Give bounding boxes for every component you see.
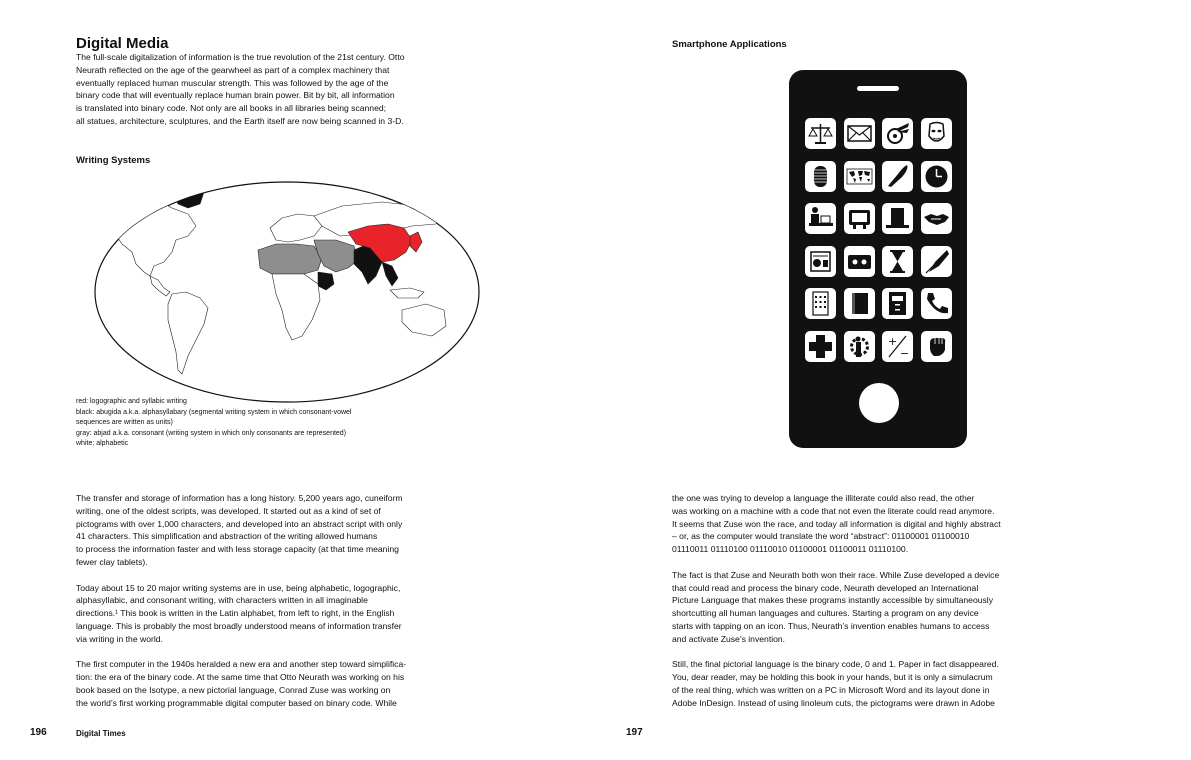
envelope-icon[interactable] <box>844 118 875 149</box>
television-icon[interactable] <box>844 203 875 234</box>
page-title: Digital Media <box>76 35 169 52</box>
text-line: is translated into binary code. Not only are all books in all libraries being scanned; <box>76 103 387 114</box>
text-line: Today about 15 to 20 major writing systems are in use, being alphabetic, logographic, <box>76 582 401 593</box>
running-head: Digital Times <box>76 729 126 738</box>
text-line: language. This is probably the most broadly understood means of information transfer <box>76 620 402 631</box>
hourglass-icon[interactable] <box>882 246 913 277</box>
text-line: Adobe InDesign. Instead of using linoleum cuts, the pictograms were drawn in Adobe <box>672 697 995 708</box>
right-body-text <box>672 492 1001 710</box>
text-line: The first computer in the 1940s heralded a new era and another step toward simplifica- <box>76 659 407 670</box>
text-line: gray: abjad a.k.a. consonant (writing system in which only consonants are represented) <box>76 429 347 437</box>
text-line: It seems that Zuse won the race, and today all information is digital and highly abstract <box>672 518 1001 529</box>
radio-icon[interactable] <box>805 246 836 277</box>
plus-minus-icon[interactable] <box>882 331 913 362</box>
filing-cabinet-icon[interactable] <box>882 288 913 319</box>
text-line: alphasyllabic, and consonant writing, with characters written in all imaginable <box>76 595 368 606</box>
text-line: and activate Zuse’s invention. <box>672 633 786 644</box>
text-line: via writing in the world. <box>76 633 163 644</box>
text-line: book based on the Isotype, a new pictorial language, Conrad Zuse was working on <box>76 684 391 695</box>
phone-speaker <box>857 86 899 91</box>
text-line: Picture Language that makes these programs instantly accessible by simultaneously <box>672 595 994 606</box>
text-line: starts with tapping on an icon. Thus, Neurath’s invention enables humans to access <box>672 620 990 631</box>
text-line: directions.¹ This book is written in the Latin alphabet, from left to right, in the English <box>76 608 395 619</box>
text-line: white: alphabetic <box>76 440 129 447</box>
text-line: tion: the era of the binary code. At the same time that Otto Neurath was working on his <box>76 672 405 683</box>
text-line: shortcutting all human languages and cultures. Starting a program on any device <box>672 608 979 619</box>
page-number-left: 196 <box>30 727 47 738</box>
text-line: eventually replaced human muscular strength. This was followed by the age of the <box>76 77 389 88</box>
top-hat-icon[interactable] <box>882 203 913 234</box>
winged-wheel-icon[interactable] <box>882 118 913 149</box>
cross-icon[interactable] <box>805 331 836 362</box>
pen-nib-icon[interactable] <box>921 246 952 277</box>
intro-paragraph <box>76 51 404 128</box>
text-line: – or, as the computer would translate the word “abstract”: 01100001 01100010 <box>672 531 970 542</box>
svg-text:+: + <box>888 334 898 348</box>
person-at-desk-icon[interactable] <box>805 203 836 234</box>
book-icon[interactable] <box>844 288 875 319</box>
text-line: fewer clay tablets). <box>76 556 148 567</box>
right-heading: Smartphone Applications <box>672 39 787 50</box>
text-line: You, dear reader, may be holding this book in your hands, but it is only a simulacrum <box>672 672 993 683</box>
text-line: was working on a machine with a code that not even the literate could read anymore. <box>672 505 995 516</box>
map-legend <box>76 397 351 450</box>
map-heading: Writing Systems <box>76 155 151 166</box>
mask-icon[interactable] <box>921 118 952 149</box>
text-line: the world’s first working programmable digital computer based on binary code. While <box>76 697 397 708</box>
text-line: The full-scale digitalization of information is the true revolution of the 21st century. Otto <box>76 52 405 62</box>
text-line: 41 characters. This simplification and abstraction of the writing allowed humans <box>76 531 378 542</box>
coin-stack-icon[interactable] <box>805 161 836 192</box>
clock-icon[interactable] <box>921 161 952 192</box>
text-line: black: abugida a.k.a. alphasyllabary (segmental writing system in which consonant-vowel <box>76 408 352 416</box>
text-line: that could read and process the binary code, Neurath developed an International <box>672 582 979 593</box>
map-region-north-africa <box>258 244 322 274</box>
text-line: Still, the final pictorial language is the binary code, 0 and 1. Paper in fact disappeared. <box>672 659 999 670</box>
text-line: The transfer and storage of information has a long history. 5,200 years ago, cuneiform <box>76 493 403 503</box>
text-line: pictograms with over 1,000 characters, and developed into an abstract script with only <box>76 518 403 529</box>
calculator-icon[interactable] <box>805 288 836 319</box>
page-number-right: 197 <box>626 727 643 738</box>
text-line: red: logographic and syllabic writing <box>76 398 187 405</box>
text-line: all statues, architecture, sculptures, and the Earth itself are now being scanned in 3-D. <box>76 115 404 126</box>
text-line: binary code that will eventually replace human brain power. Bit by bit, all information <box>76 90 395 101</box>
text-line: the one was trying to develop a language the illiterate could also read, the other <box>672 493 975 503</box>
left-body-text <box>76 492 406 710</box>
world-map-icon[interactable] <box>844 161 875 192</box>
phone-home-button[interactable] <box>859 383 899 423</box>
text-line: writing, one of the oldest scripts, was developed. It started out as a kind of set of <box>76 505 381 516</box>
text-line: Neurath reflected on the age of the gearwheel as part of a complex machinery that <box>76 64 390 75</box>
fist-icon[interactable] <box>921 331 952 362</box>
svg-text:−: − <box>900 346 910 360</box>
quill-icon[interactable] <box>882 161 913 192</box>
text-line: sequences are written as units) <box>76 419 173 426</box>
handshake-icon[interactable] <box>921 203 952 234</box>
writing-systems-map <box>92 180 482 405</box>
text-line: The fact is that Zuse and Neurath both won their race. While Zuse developed a device <box>672 569 1000 580</box>
scales-icon[interactable] <box>805 118 836 149</box>
telephone-icon[interactable] <box>921 288 952 319</box>
text-line: to process the information faster and with less storage capacity (at that time meaning <box>76 544 399 555</box>
cassette-icon[interactable] <box>844 246 875 277</box>
text-line: 01110011 01110100 01110010 01100001 01100011 01110100. <box>672 544 909 555</box>
figure-with-gear-icon[interactable] <box>844 331 875 362</box>
text-line: of the real thing, which was written on a PC in Microsoft Word and its layout done in <box>672 684 990 695</box>
